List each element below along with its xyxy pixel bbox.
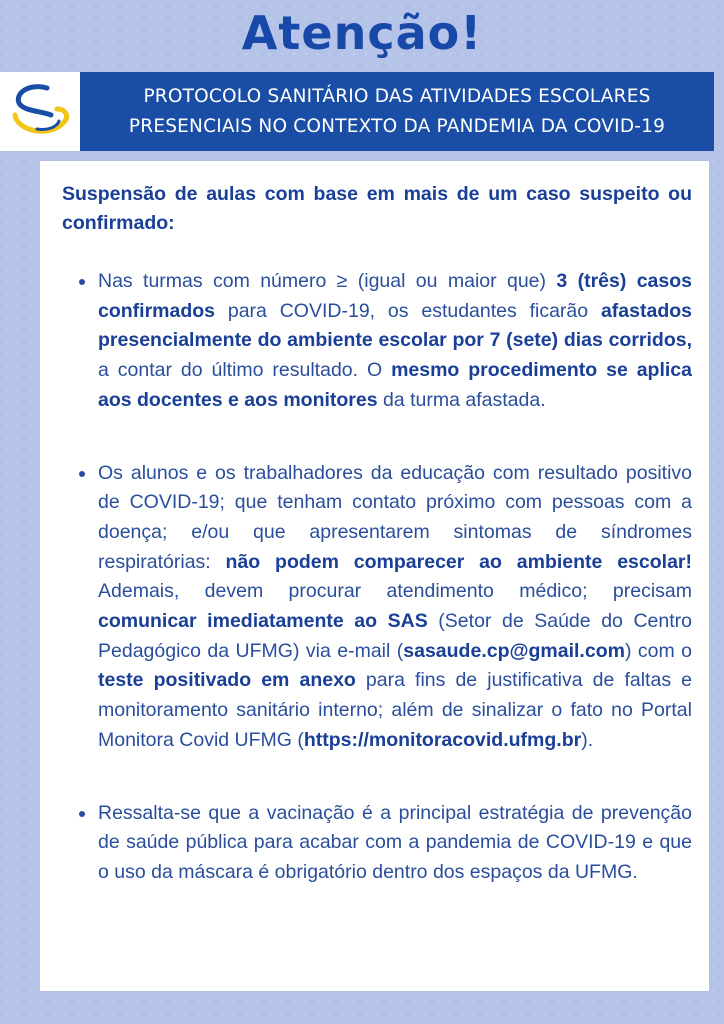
- section-heading: Suspensão de aulas com base em mais de um caso suspeito ou confirmado:: [62, 183, 692, 234]
- banner-text: [80, 72, 714, 151]
- portal-url: https://monitoracovid.ufmg.br: [303, 728, 582, 751]
- bullet-dot-icon: [79, 279, 85, 285]
- protocol-banner: [0, 72, 714, 151]
- list-item: Os alunos e os trabalhadores da educação com resultado positivo de COVID-19; que tenham contato próximo com pessoas com a doença; e/ou que apresentarem sintomas de síndromes respiratórias: não podem comparecer ao ambiente escolar! Ademais, devem procurar atendimento médico; precisam comunicar imediatamente ao SAS (Setor de Saúde do Centro Pedagógico da UFMG) via e-mail (sasaude.cp@gmail.com) com o teste positivado em anexo para fins de justificativa de faltas e monitoramento sanitário interno; além de sinalizar o fato no Portal Monitora Covid UFMG (https://monitoracovid.ufmg.br).: [62, 459, 692, 756]
- logo: [0, 72, 80, 151]
- bullet-dot-icon: [79, 811, 85, 817]
- list-item: Ressalta-se que a vacinação é a principal estratégia de prevenção de saúde pública para acabar com a pandemia de COVID-19 e que o uso da máscara é obrigatório dentro dos espaços da UFMG.: [62, 799, 692, 888]
- bullet-list: [62, 267, 692, 888]
- list-item: Nas turmas com número ≥ (igual ou maior que) 3 (três) casos confirmados para COVID-19, os estudantes ficarão afastados presencialmente do ambiente escolar por 7 (sete) dias corridos, a contar do último resultado. O mesmo procedimento se aplica aos docentes e aos monitores da turma afastada.: [62, 267, 692, 416]
- ufmg-logo-icon: [7, 79, 73, 145]
- email-address: sasaude.cp@gmail.com: [403, 639, 625, 662]
- banner-line-1: PROTOCOLO SANITÁRIO DAS ATIVIDADES ESCOLARES: [143, 85, 651, 107]
- page-title: Atenção!: [241, 6, 483, 60]
- banner-line-2: PRESENCIAIS NO CONTEXTO DA PANDEMIA DA COVID-19: [128, 115, 666, 137]
- bullet-dot-icon: [79, 471, 85, 477]
